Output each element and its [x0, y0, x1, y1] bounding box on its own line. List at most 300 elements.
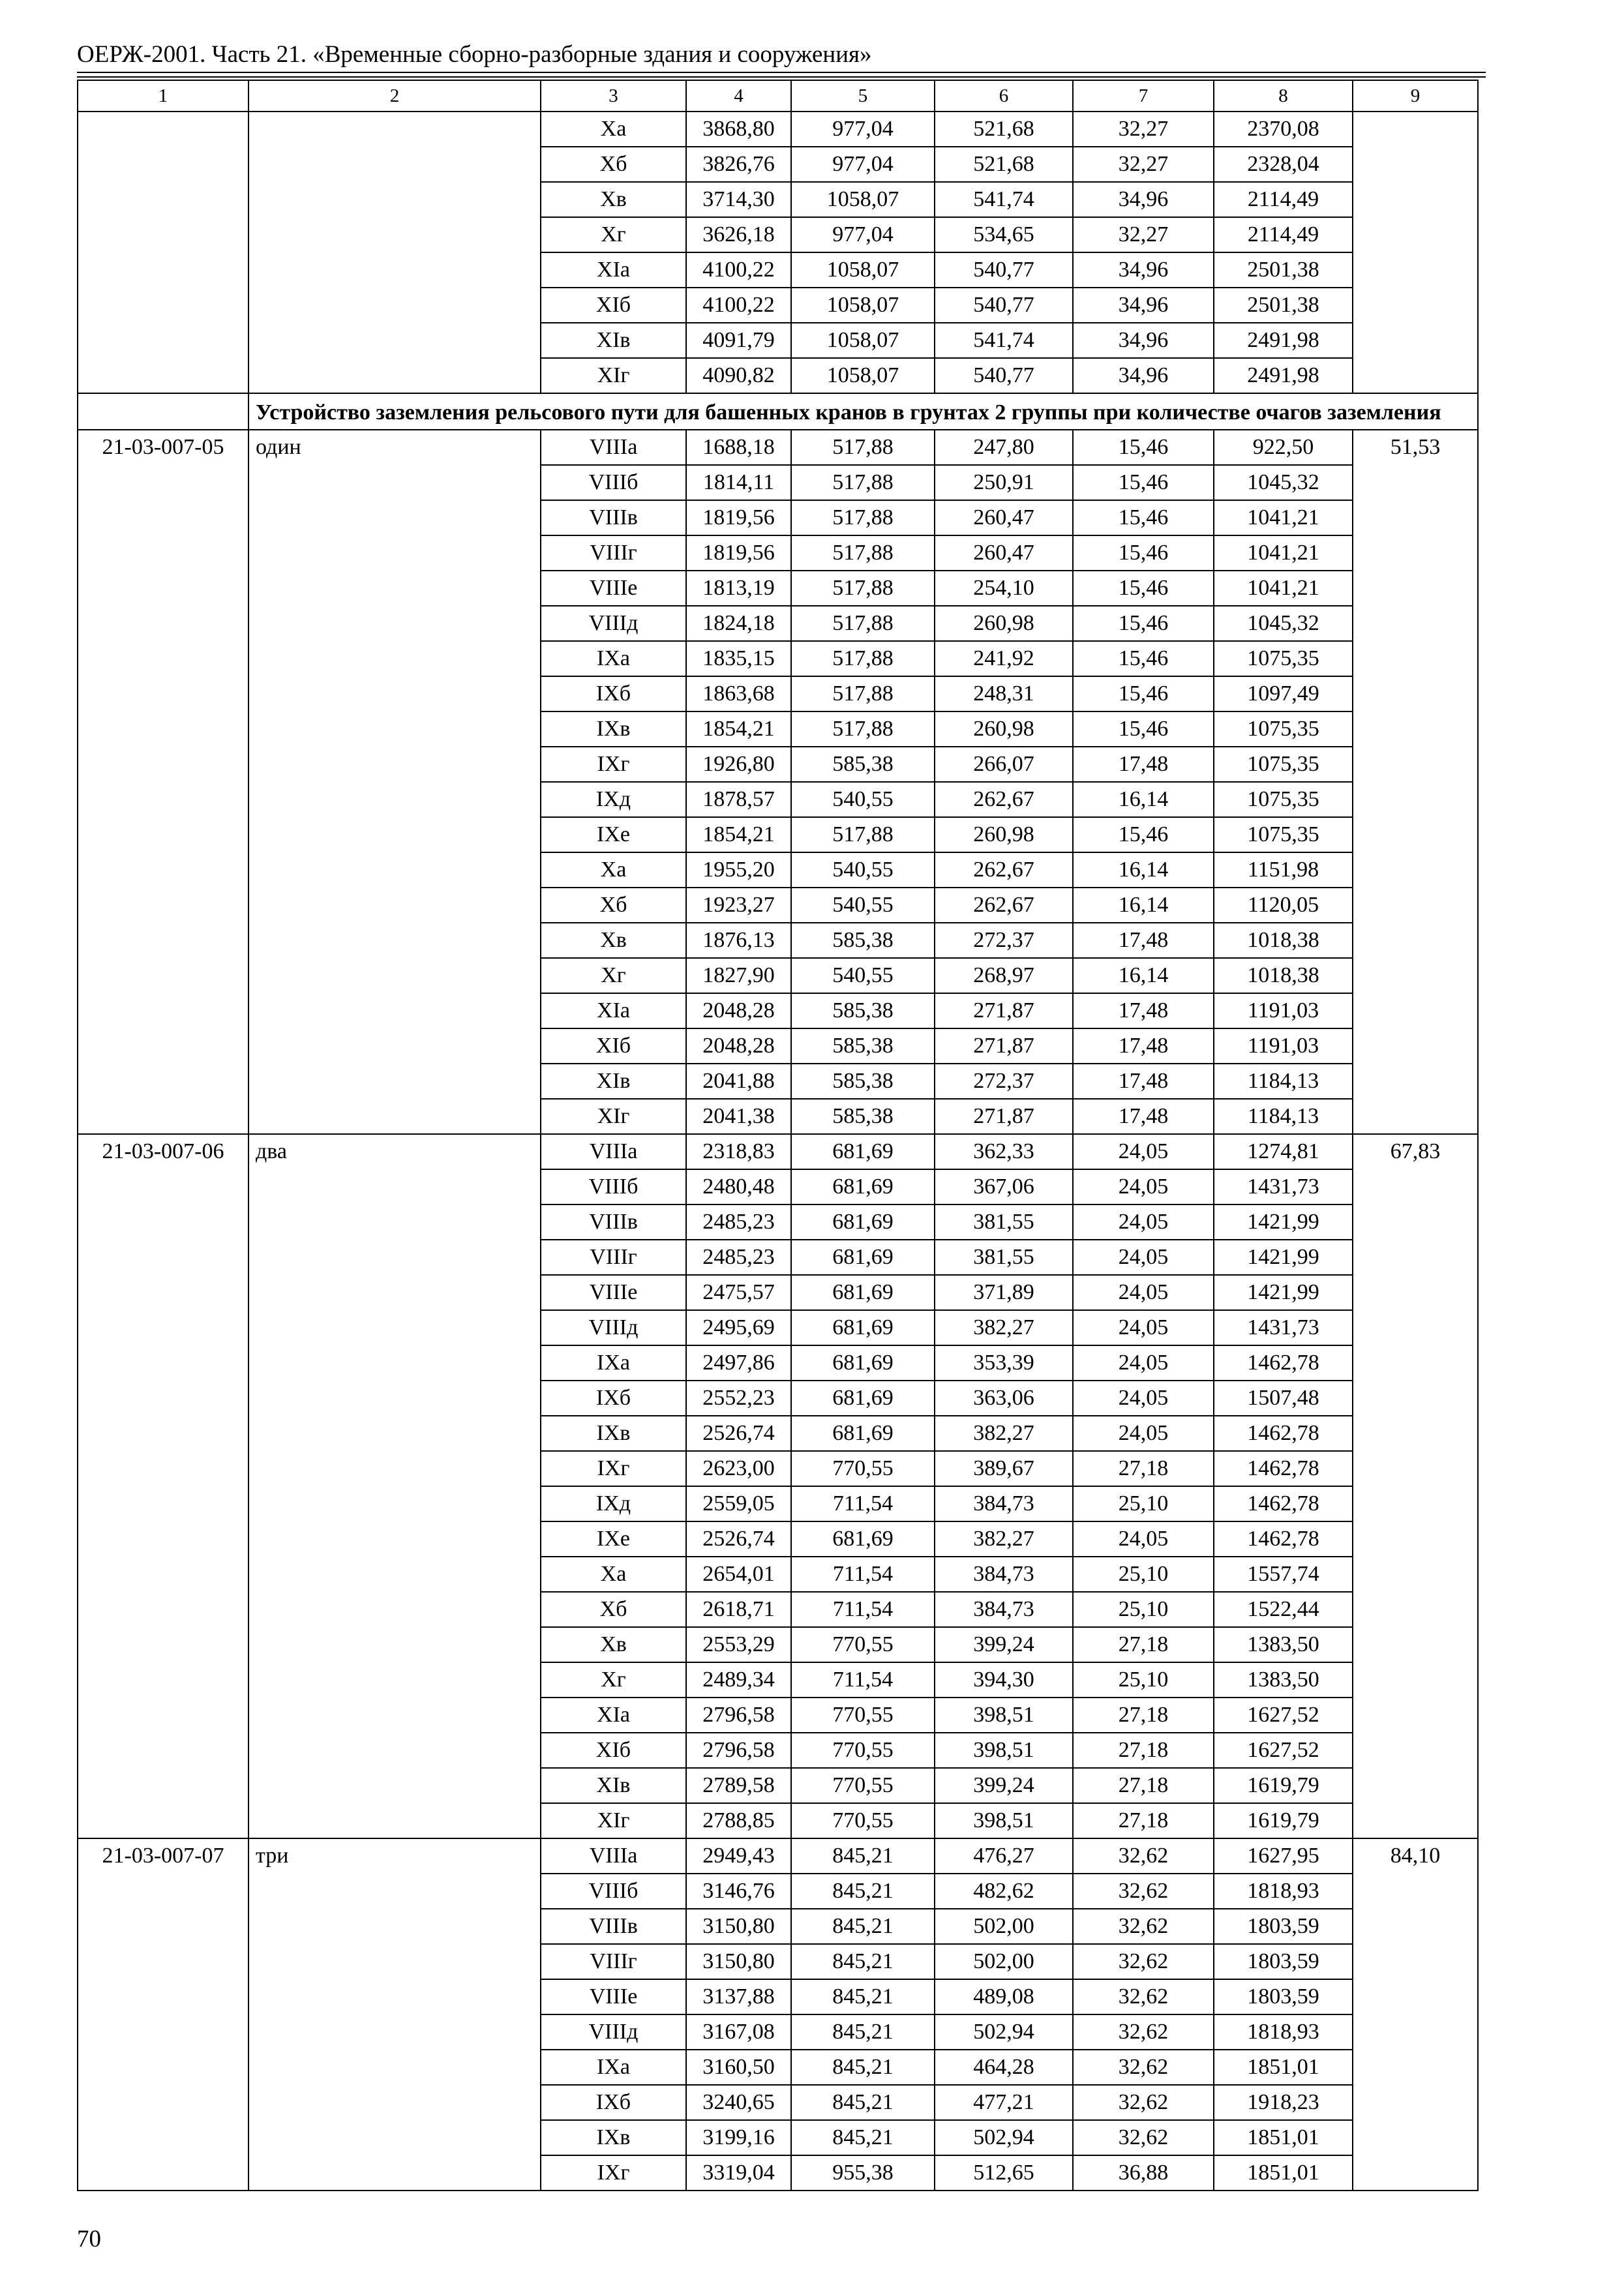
value-cell: 24,05 — [1073, 1134, 1214, 1169]
value-cell: 2949,43 — [686, 1838, 791, 1874]
value-cell: 248,31 — [935, 676, 1073, 711]
value-cell: 517,88 — [791, 571, 935, 606]
value-cell: 1627,52 — [1214, 1698, 1353, 1733]
region-cell: IXв — [541, 1416, 686, 1451]
value-cell: 254,10 — [935, 571, 1073, 606]
value-cell: 15,46 — [1073, 465, 1214, 500]
value-cell: 1803,59 — [1214, 1909, 1353, 1944]
value-cell: 517,88 — [791, 465, 935, 500]
table-row — [78, 112, 1478, 147]
group-title-spacer — [78, 393, 248, 430]
value-cell: 247,80 — [935, 430, 1073, 465]
value-cell: 1184,13 — [1214, 1099, 1353, 1134]
value-cell: 2475,57 — [686, 1275, 791, 1310]
region-cell: VIIIд — [541, 2014, 686, 2050]
table-row — [78, 1134, 1478, 1169]
value-cell: 32,62 — [1073, 1838, 1214, 1874]
region-cell: VIIIд — [541, 1310, 686, 1345]
value-cell: 1421,99 — [1214, 1275, 1353, 1310]
value-cell: 25,10 — [1073, 1592, 1214, 1627]
table-body — [78, 80, 1478, 2191]
value-cell: 1058,07 — [791, 182, 935, 217]
value-cell: 16,14 — [1073, 782, 1214, 817]
value-cell: 2501,38 — [1214, 252, 1353, 288]
region-cell: Xб — [541, 1592, 686, 1627]
value-cell: 1045,32 — [1214, 465, 1353, 500]
value-cell: 24,05 — [1073, 1345, 1214, 1381]
header-rule — [77, 72, 1486, 73]
value-cell: 2370,08 — [1214, 112, 1353, 147]
region-cell: Xв — [541, 1627, 686, 1662]
value-cell: 1462,78 — [1214, 1451, 1353, 1486]
value-cell: 262,67 — [935, 782, 1073, 817]
region-cell: Xa — [541, 852, 686, 888]
value-cell: 2501,38 — [1214, 288, 1353, 323]
region-cell: XIa — [541, 1698, 686, 1733]
value-cell: 363,06 — [935, 1381, 1073, 1416]
region-cell: XIб — [541, 1028, 686, 1064]
value-cell: 517,88 — [791, 535, 935, 571]
value-cell: 382,27 — [935, 1310, 1073, 1345]
value-cell: 1814,11 — [686, 465, 791, 500]
value-cell: 34,96 — [1073, 358, 1214, 393]
value-cell: 1851,01 — [1214, 2155, 1353, 2191]
col9-value-cell: 84,10 — [1353, 1838, 1478, 2191]
value-cell: 27,18 — [1073, 1803, 1214, 1838]
value-cell: 260,98 — [935, 817, 1073, 852]
value-cell: 2489,34 — [686, 1662, 791, 1698]
value-cell: 17,48 — [1073, 747, 1214, 782]
value-cell: 1876,13 — [686, 923, 791, 958]
region-cell: Xг — [541, 1662, 686, 1698]
region-cell: IXa — [541, 1345, 686, 1381]
value-cell: 32,27 — [1073, 217, 1214, 252]
table-row — [78, 430, 1478, 465]
value-cell: 3199,16 — [686, 2120, 791, 2155]
value-cell: 2318,83 — [686, 1134, 791, 1169]
value-cell: 241,92 — [935, 641, 1073, 676]
value-cell: 464,28 — [935, 2050, 1073, 2085]
value-cell: 1383,50 — [1214, 1662, 1353, 1698]
column-number-row — [78, 80, 1478, 112]
value-cell: 27,18 — [1073, 1451, 1214, 1486]
value-cell: 1045,32 — [1214, 606, 1353, 641]
value-cell: 24,05 — [1073, 1521, 1214, 1557]
value-cell: 1462,78 — [1214, 1345, 1353, 1381]
value-cell: 17,48 — [1073, 1028, 1214, 1064]
value-cell: 16,14 — [1073, 888, 1214, 923]
hearth-count-cell: один — [248, 430, 541, 1134]
region-cell: VIIIa — [541, 1134, 686, 1169]
value-cell: 1274,81 — [1214, 1134, 1353, 1169]
region-cell: VIIIе — [541, 1979, 686, 2014]
value-cell: 482,62 — [935, 1874, 1073, 1909]
value-cell: 1819,56 — [686, 500, 791, 535]
value-cell: 2788,85 — [686, 1803, 791, 1838]
region-cell: XIб — [541, 1733, 686, 1768]
value-cell: 24,05 — [1073, 1240, 1214, 1275]
value-cell: 399,24 — [935, 1768, 1073, 1803]
value-cell: 3868,80 — [686, 112, 791, 147]
value-cell: 3137,88 — [686, 1979, 791, 2014]
value-cell: 2485,23 — [686, 1204, 791, 1240]
value-cell: 770,55 — [791, 1451, 935, 1486]
value-cell: 502,94 — [935, 2120, 1073, 2155]
region-cell: IXд — [541, 782, 686, 817]
value-cell: 24,05 — [1073, 1416, 1214, 1451]
value-cell: 1818,93 — [1214, 2014, 1353, 2050]
value-cell: 389,67 — [935, 1451, 1073, 1486]
value-cell: 384,73 — [935, 1592, 1073, 1627]
value-cell: 540,77 — [935, 288, 1073, 323]
value-cell: 15,46 — [1073, 500, 1214, 535]
value-cell: 2480,48 — [686, 1169, 791, 1204]
value-cell: 2623,00 — [686, 1451, 791, 1486]
value-cell: 16,14 — [1073, 958, 1214, 993]
value-cell: 517,88 — [791, 500, 935, 535]
value-cell: 1688,18 — [686, 430, 791, 465]
value-cell: 1383,50 — [1214, 1627, 1353, 1662]
value-cell: 1058,07 — [791, 323, 935, 358]
value-cell: 17,48 — [1073, 923, 1214, 958]
value-cell: 1619,79 — [1214, 1803, 1353, 1838]
value-cell: 502,00 — [935, 1909, 1073, 1944]
region-cell: IXе — [541, 817, 686, 852]
rates-table — [77, 80, 1479, 2191]
value-cell: 2789,58 — [686, 1768, 791, 1803]
value-cell: 1878,57 — [686, 782, 791, 817]
column-number-cell: 6 — [935, 80, 1073, 112]
value-cell: 1431,73 — [1214, 1169, 1353, 1204]
value-cell: 2618,71 — [686, 1592, 791, 1627]
value-cell: 1923,27 — [686, 888, 791, 923]
value-cell: 2328,04 — [1214, 147, 1353, 182]
value-cell: 1851,01 — [1214, 2120, 1353, 2155]
value-cell: 260,98 — [935, 606, 1073, 641]
column-number-cell: 8 — [1214, 80, 1353, 112]
value-cell: 955,38 — [791, 2155, 935, 2191]
region-cell: VIIIв — [541, 500, 686, 535]
value-cell: 540,77 — [935, 252, 1073, 288]
col9-value-cell — [1353, 112, 1478, 393]
value-cell: 1421,99 — [1214, 1204, 1353, 1240]
region-cell: XIв — [541, 1064, 686, 1099]
region-cell: XIв — [541, 323, 686, 358]
region-cell: IXб — [541, 676, 686, 711]
value-cell: 3319,04 — [686, 2155, 791, 2191]
region-cell: VIIIг — [541, 1240, 686, 1275]
value-cell: 1075,35 — [1214, 782, 1353, 817]
value-cell: 32,62 — [1073, 1874, 1214, 1909]
value-cell: 977,04 — [791, 217, 935, 252]
value-cell: 15,46 — [1073, 606, 1214, 641]
value-cell: 2796,58 — [686, 1698, 791, 1733]
value-cell: 32,27 — [1073, 112, 1214, 147]
value-cell: 262,67 — [935, 888, 1073, 923]
value-cell: 517,88 — [791, 430, 935, 465]
value-cell: 24,05 — [1073, 1204, 1214, 1240]
value-cell: 2495,69 — [686, 1310, 791, 1345]
value-cell: 384,73 — [935, 1486, 1073, 1521]
rate-code-cell — [78, 112, 248, 393]
value-cell: 681,69 — [791, 1134, 935, 1169]
value-cell: 394,30 — [935, 1662, 1073, 1698]
value-cell: 250,91 — [935, 465, 1073, 500]
value-cell: 1824,18 — [686, 606, 791, 641]
value-cell: 15,46 — [1073, 711, 1214, 747]
region-cell: IXв — [541, 711, 686, 747]
value-cell: 521,68 — [935, 112, 1073, 147]
value-cell: 27,18 — [1073, 1698, 1214, 1733]
region-cell: IXг — [541, 747, 686, 782]
value-cell: 1075,35 — [1214, 711, 1353, 747]
value-cell: 1619,79 — [1214, 1768, 1353, 1803]
value-cell: 845,21 — [791, 1944, 935, 1979]
value-cell: 2526,74 — [686, 1521, 791, 1557]
value-cell: 502,00 — [935, 1944, 1073, 1979]
value-cell: 585,38 — [791, 1064, 935, 1099]
value-cell: 541,74 — [935, 323, 1073, 358]
value-cell: 585,38 — [791, 993, 935, 1028]
value-cell: 2552,23 — [686, 1381, 791, 1416]
value-cell: 1184,13 — [1214, 1064, 1353, 1099]
value-cell: 517,88 — [791, 606, 935, 641]
value-cell: 681,69 — [791, 1204, 935, 1240]
value-cell: 845,21 — [791, 2050, 935, 2085]
value-cell: 3826,76 — [686, 147, 791, 182]
value-cell: 27,18 — [1073, 1627, 1214, 1662]
value-cell: 517,88 — [791, 817, 935, 852]
region-cell: IXб — [541, 1381, 686, 1416]
value-cell: 1819,56 — [686, 535, 791, 571]
value-cell: 845,21 — [791, 1909, 935, 1944]
value-cell: 845,21 — [791, 1838, 935, 1874]
value-cell: 382,27 — [935, 1521, 1073, 1557]
value-cell: 540,55 — [791, 958, 935, 993]
region-cell: VIIIд — [541, 606, 686, 641]
value-cell: 4100,22 — [686, 252, 791, 288]
value-cell: 1627,95 — [1214, 1838, 1353, 1874]
value-cell: 517,88 — [791, 641, 935, 676]
value-cell: 17,48 — [1073, 993, 1214, 1028]
value-cell: 517,88 — [791, 711, 935, 747]
value-cell: 1803,59 — [1214, 1979, 1353, 2014]
value-cell: 260,47 — [935, 500, 1073, 535]
value-cell: 1058,07 — [791, 288, 935, 323]
region-cell: IXa — [541, 641, 686, 676]
value-cell: 25,10 — [1073, 1486, 1214, 1521]
column-number-cell: 7 — [1073, 80, 1214, 112]
value-cell: 1803,59 — [1214, 1944, 1353, 1979]
region-cell: Xa — [541, 112, 686, 147]
value-cell: 399,24 — [935, 1627, 1073, 1662]
value-cell: 1075,35 — [1214, 747, 1353, 782]
header-rule — [77, 76, 1486, 78]
column-number-cell: 5 — [791, 80, 935, 112]
region-cell: XIa — [541, 993, 686, 1028]
value-cell: 2041,38 — [686, 1099, 791, 1134]
value-cell: 1075,35 — [1214, 817, 1353, 852]
value-cell: 1955,20 — [686, 852, 791, 888]
value-cell: 382,27 — [935, 1416, 1073, 1451]
column-number-cell: 3 — [541, 80, 686, 112]
region-cell: Xб — [541, 888, 686, 923]
value-cell: 32,62 — [1073, 2050, 1214, 2085]
value-cell: 268,97 — [935, 958, 1073, 993]
value-cell: 15,46 — [1073, 641, 1214, 676]
value-cell: 1058,07 — [791, 252, 935, 288]
value-cell: 521,68 — [935, 147, 1073, 182]
region-cell: VIIIг — [541, 1944, 686, 1979]
value-cell: 540,55 — [791, 888, 935, 923]
value-cell: 1191,03 — [1214, 993, 1353, 1028]
value-cell: 681,69 — [791, 1169, 935, 1204]
value-cell: 27,18 — [1073, 1733, 1214, 1768]
value-cell: 845,21 — [791, 2014, 935, 2050]
value-cell: 2559,05 — [686, 1486, 791, 1521]
column-number-cell: 2 — [248, 80, 541, 112]
value-cell: 770,55 — [791, 1733, 935, 1768]
value-cell: 1827,90 — [686, 958, 791, 993]
region-cell: Xб — [541, 147, 686, 182]
value-cell: 271,87 — [935, 1028, 1073, 1064]
value-cell: 32,62 — [1073, 1909, 1214, 1944]
value-cell: 3714,30 — [686, 182, 791, 217]
region-cell: XIг — [541, 358, 686, 393]
value-cell: 2491,98 — [1214, 358, 1353, 393]
region-cell: Xв — [541, 182, 686, 217]
value-cell: 1627,52 — [1214, 1733, 1353, 1768]
value-cell: 271,87 — [935, 1099, 1073, 1134]
value-cell: 681,69 — [791, 1521, 935, 1557]
column-number-cell: 1 — [78, 80, 248, 112]
value-cell: 3240,65 — [686, 2085, 791, 2120]
value-cell: 2041,88 — [686, 1064, 791, 1099]
value-cell: 3167,08 — [686, 2014, 791, 2050]
value-cell: 3160,50 — [686, 2050, 791, 2085]
value-cell: 1041,21 — [1214, 535, 1353, 571]
value-cell: 32,62 — [1073, 1979, 1214, 2014]
value-cell: 845,21 — [791, 1979, 935, 2014]
value-cell: 3626,18 — [686, 217, 791, 252]
value-cell: 16,14 — [1073, 852, 1214, 888]
value-cell: 32,62 — [1073, 2014, 1214, 2050]
value-cell: 34,96 — [1073, 323, 1214, 358]
value-cell: 272,37 — [935, 1064, 1073, 1099]
value-cell: 2497,86 — [686, 1345, 791, 1381]
value-cell: 15,46 — [1073, 817, 1214, 852]
value-cell: 1058,07 — [791, 358, 935, 393]
region-cell: IXa — [541, 2050, 686, 2085]
value-cell: 3146,76 — [686, 1874, 791, 1909]
value-cell: 15,46 — [1073, 571, 1214, 606]
region-cell: VIIIе — [541, 1275, 686, 1310]
value-cell: 381,55 — [935, 1204, 1073, 1240]
page-number: 70 — [77, 2226, 101, 2252]
value-cell: 32,62 — [1073, 1944, 1214, 1979]
rate-code-cell: 21-03-007-07 — [78, 1838, 248, 2191]
region-cell: VIIIе — [541, 571, 686, 606]
column-number-cell: 9 — [1353, 80, 1478, 112]
region-cell: IXг — [541, 1451, 686, 1486]
value-cell: 398,51 — [935, 1698, 1073, 1733]
value-cell: 1120,05 — [1214, 888, 1353, 923]
value-cell: 1918,23 — [1214, 2085, 1353, 2120]
col9-value-cell: 67,83 — [1353, 1134, 1478, 1838]
value-cell: 27,18 — [1073, 1768, 1214, 1803]
value-cell: 770,55 — [791, 1627, 935, 1662]
region-cell: Xa — [541, 1557, 686, 1592]
region-cell: Xг — [541, 217, 686, 252]
value-cell: 32,27 — [1073, 147, 1214, 182]
value-cell: 845,21 — [791, 2120, 935, 2155]
value-cell: 271,87 — [935, 993, 1073, 1028]
region-cell: IXд — [541, 1486, 686, 1521]
value-cell: 17,48 — [1073, 1064, 1214, 1099]
value-cell: 15,46 — [1073, 535, 1214, 571]
value-cell: 1851,01 — [1214, 2050, 1353, 2085]
value-cell: 272,37 — [935, 923, 1073, 958]
value-cell: 32,62 — [1073, 2085, 1214, 2120]
value-cell: 770,55 — [791, 1698, 935, 1733]
value-cell: 24,05 — [1073, 1275, 1214, 1310]
value-cell: 17,48 — [1073, 1099, 1214, 1134]
value-cell: 1075,35 — [1214, 641, 1353, 676]
value-cell: 922,50 — [1214, 430, 1353, 465]
value-cell: 1462,78 — [1214, 1416, 1353, 1451]
value-cell: 512,65 — [935, 2155, 1073, 2191]
value-cell: 845,21 — [791, 2085, 935, 2120]
value-cell: 681,69 — [791, 1240, 935, 1275]
value-cell: 681,69 — [791, 1310, 935, 1345]
value-cell: 845,21 — [791, 1874, 935, 1909]
value-cell: 1018,38 — [1214, 923, 1353, 958]
value-cell: 770,55 — [791, 1803, 935, 1838]
hearth-count-cell — [248, 112, 541, 393]
value-cell: 977,04 — [791, 112, 935, 147]
value-cell: 1018,38 — [1214, 958, 1353, 993]
col9-value-cell: 51,53 — [1353, 430, 1478, 1134]
value-cell: 1863,68 — [686, 676, 791, 711]
value-cell: 585,38 — [791, 1028, 935, 1064]
running-header: ОЕРЖ-2001. Часть 21. «Временные сборно-разборные здания и сооружения» — [77, 41, 872, 68]
value-cell: 1421,99 — [1214, 1240, 1353, 1275]
value-cell: 24,05 — [1073, 1310, 1214, 1345]
value-cell: 534,65 — [935, 217, 1073, 252]
region-cell: Xв — [541, 923, 686, 958]
value-cell: 1507,48 — [1214, 1381, 1353, 1416]
value-cell: 476,27 — [935, 1838, 1073, 1874]
value-cell: 398,51 — [935, 1733, 1073, 1768]
value-cell: 2048,28 — [686, 993, 791, 1028]
value-cell: 2654,01 — [686, 1557, 791, 1592]
value-cell: 4100,22 — [686, 288, 791, 323]
value-cell: 34,96 — [1073, 252, 1214, 288]
region-cell: IXе — [541, 1521, 686, 1557]
value-cell: 2485,23 — [686, 1240, 791, 1275]
value-cell: 24,05 — [1073, 1169, 1214, 1204]
value-cell: 2526,74 — [686, 1416, 791, 1451]
value-cell: 1522,44 — [1214, 1592, 1353, 1627]
value-cell: 2114,49 — [1214, 217, 1353, 252]
value-cell: 540,77 — [935, 358, 1073, 393]
value-cell: 1191,03 — [1214, 1028, 1353, 1064]
value-cell: 1041,21 — [1214, 500, 1353, 535]
rate-code-cell: 21-03-007-06 — [78, 1134, 248, 1838]
value-cell: 3150,80 — [686, 1909, 791, 1944]
value-cell: 1462,78 — [1214, 1486, 1353, 1521]
value-cell: 477,21 — [935, 2085, 1073, 2120]
